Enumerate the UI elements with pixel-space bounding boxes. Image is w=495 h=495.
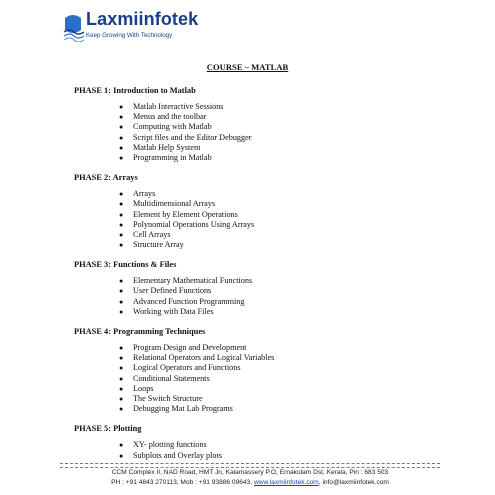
bullet-icon: ● (119, 153, 124, 162)
bullet-icon: ● (119, 364, 124, 373)
bullet-icon: ● (119, 143, 124, 152)
topic-item (119, 210, 474, 220)
bullet-icon: ● (119, 307, 124, 316)
bullet-icon: ● (119, 405, 124, 414)
bullet-icon: ● (119, 103, 124, 111)
phase-title: PHASE 4: Programming Techniques (74, 327, 206, 336)
topic-label: Programming in Matlab (133, 152, 212, 162)
footer-email: info@laxmiinfotek.com (322, 478, 389, 486)
phase-section (74, 423, 474, 460)
topic-item (119, 112, 474, 122)
bullet-icon: ● (119, 451, 124, 460)
topic-item (119, 276, 474, 286)
topic-label: Logical Operators and Functions (133, 363, 241, 373)
bullet-icon: ● (119, 287, 124, 296)
topic-item (119, 153, 474, 163)
phase-title: PHASE 5: Plotting (74, 424, 142, 434)
bullet-icon: ● (119, 441, 124, 450)
bullet-icon: ● (119, 277, 124, 286)
logo-wave-icon (62, 10, 84, 42)
topic-label: XY- plotting functions (133, 440, 207, 450)
phase-title: PHASE 3: Functions & Files (74, 260, 177, 270)
topic-label: Script files and the Editor Debugger (133, 132, 252, 142)
topic-item (119, 363, 474, 373)
brand-tagline: Keep Growing With Technology (86, 32, 173, 39)
topic-item (119, 220, 474, 230)
phase-title: PHASE 2: Arrays (74, 173, 138, 183)
brand-name: Laxmiinfotek (86, 9, 199, 29)
bullet-icon: ● (119, 230, 124, 239)
phase-topic-list (74, 276, 474, 317)
topic-label: Program Design and Development (133, 343, 247, 352)
topic-item (119, 353, 474, 363)
topic-item (119, 199, 474, 209)
topic-label: Loops (133, 383, 154, 393)
topic-label: Subplots and Overlay plots (133, 450, 222, 460)
footer-address: CCM Complex II, NAD Road, HMT Jn, Kalamassery P.O, Ernakulam Dst, Kerala, Pin : 683 503 (111, 469, 389, 476)
topic-label: Conditional Statements (133, 373, 210, 383)
bullet-icon: ● (119, 123, 124, 132)
topic-label: Polynomial Operations Using Arrays (133, 219, 255, 229)
phase-section (74, 326, 474, 414)
topic-label: Structure Array (133, 240, 184, 250)
bullet-icon: ● (119, 344, 124, 352)
topic-item (119, 394, 474, 404)
bullet-icon: ● (119, 374, 124, 383)
phase-topic-list (74, 102, 474, 163)
topic-item (119, 286, 474, 296)
phase-topic-list (74, 343, 474, 414)
topic-item (119, 343, 474, 353)
bullet-icon: ● (119, 220, 124, 229)
topic-label: Matlab Help System (133, 142, 201, 152)
course-title: COURSE – MATLAB (206, 62, 289, 72)
bullet-icon: ● (119, 133, 124, 142)
topic-item (119, 102, 474, 112)
phase-section (74, 259, 474, 317)
topic-label: Matlab Interactive Sessions (133, 102, 224, 111)
topic-label: Elementary Mathematical Functions (133, 276, 253, 286)
footer-phone: PH : +91 4843 270113, Mob : +91 93886 09643, (111, 478, 254, 486)
phase-title: PHASE 1: Introduction to Matlab (74, 86, 196, 95)
topic-item (119, 143, 474, 153)
topic-label: Relational Operators and Logical Variables (133, 353, 275, 363)
bullet-icon: ● (119, 113, 124, 122)
bullet-icon: ● (119, 210, 124, 219)
bullet-icon: ● (119, 394, 124, 403)
bullet-icon: ● (119, 200, 124, 209)
topic-label: Element by Element Operations (133, 209, 238, 219)
topic-label: Multidimensional Arrays (133, 199, 216, 209)
footer (60, 468, 440, 487)
topic-item (119, 307, 474, 317)
topic-label: User Defined Functions (133, 286, 212, 296)
topic-label: Cell Arrays (133, 229, 171, 239)
topic-label: Working with Data Files (133, 306, 214, 316)
topic-item (119, 189, 474, 199)
topic-item (119, 451, 474, 461)
topic-label: Menus and the toolbar (133, 112, 207, 122)
topic-item (119, 297, 474, 307)
footer-contact (60, 478, 440, 488)
syllabus (74, 85, 474, 470)
topic-label: The Switch Structure (133, 393, 203, 403)
topic-item (119, 133, 474, 143)
topic-item (119, 384, 474, 394)
bullet-icon: ● (119, 241, 124, 250)
topic-label: Computing with Matlab (133, 122, 212, 132)
bullet-icon: ● (119, 297, 124, 306)
bullet-icon: ● (119, 190, 124, 199)
footer-separator: , (318, 478, 323, 486)
topic-label: Arrays (133, 189, 156, 199)
topic-item (119, 122, 474, 132)
bullet-icon: ● (119, 384, 124, 393)
topic-item (119, 230, 474, 240)
topic-label: Debugging Mat Lab Programs (133, 404, 233, 414)
topic-item (119, 440, 474, 450)
website-link[interactable]: www.laxmiinfotek.com (253, 478, 319, 486)
phase-section (74, 85, 474, 163)
phase-section (74, 172, 474, 250)
company-logo (62, 8, 222, 48)
topic-item (119, 374, 474, 384)
phase-topic-list (74, 440, 474, 460)
bullet-icon: ● (119, 354, 124, 363)
phase-topic-list (74, 189, 474, 250)
topic-item (119, 240, 474, 250)
topic-label: Advanced Function Programming (133, 296, 245, 306)
topic-item (119, 404, 474, 414)
